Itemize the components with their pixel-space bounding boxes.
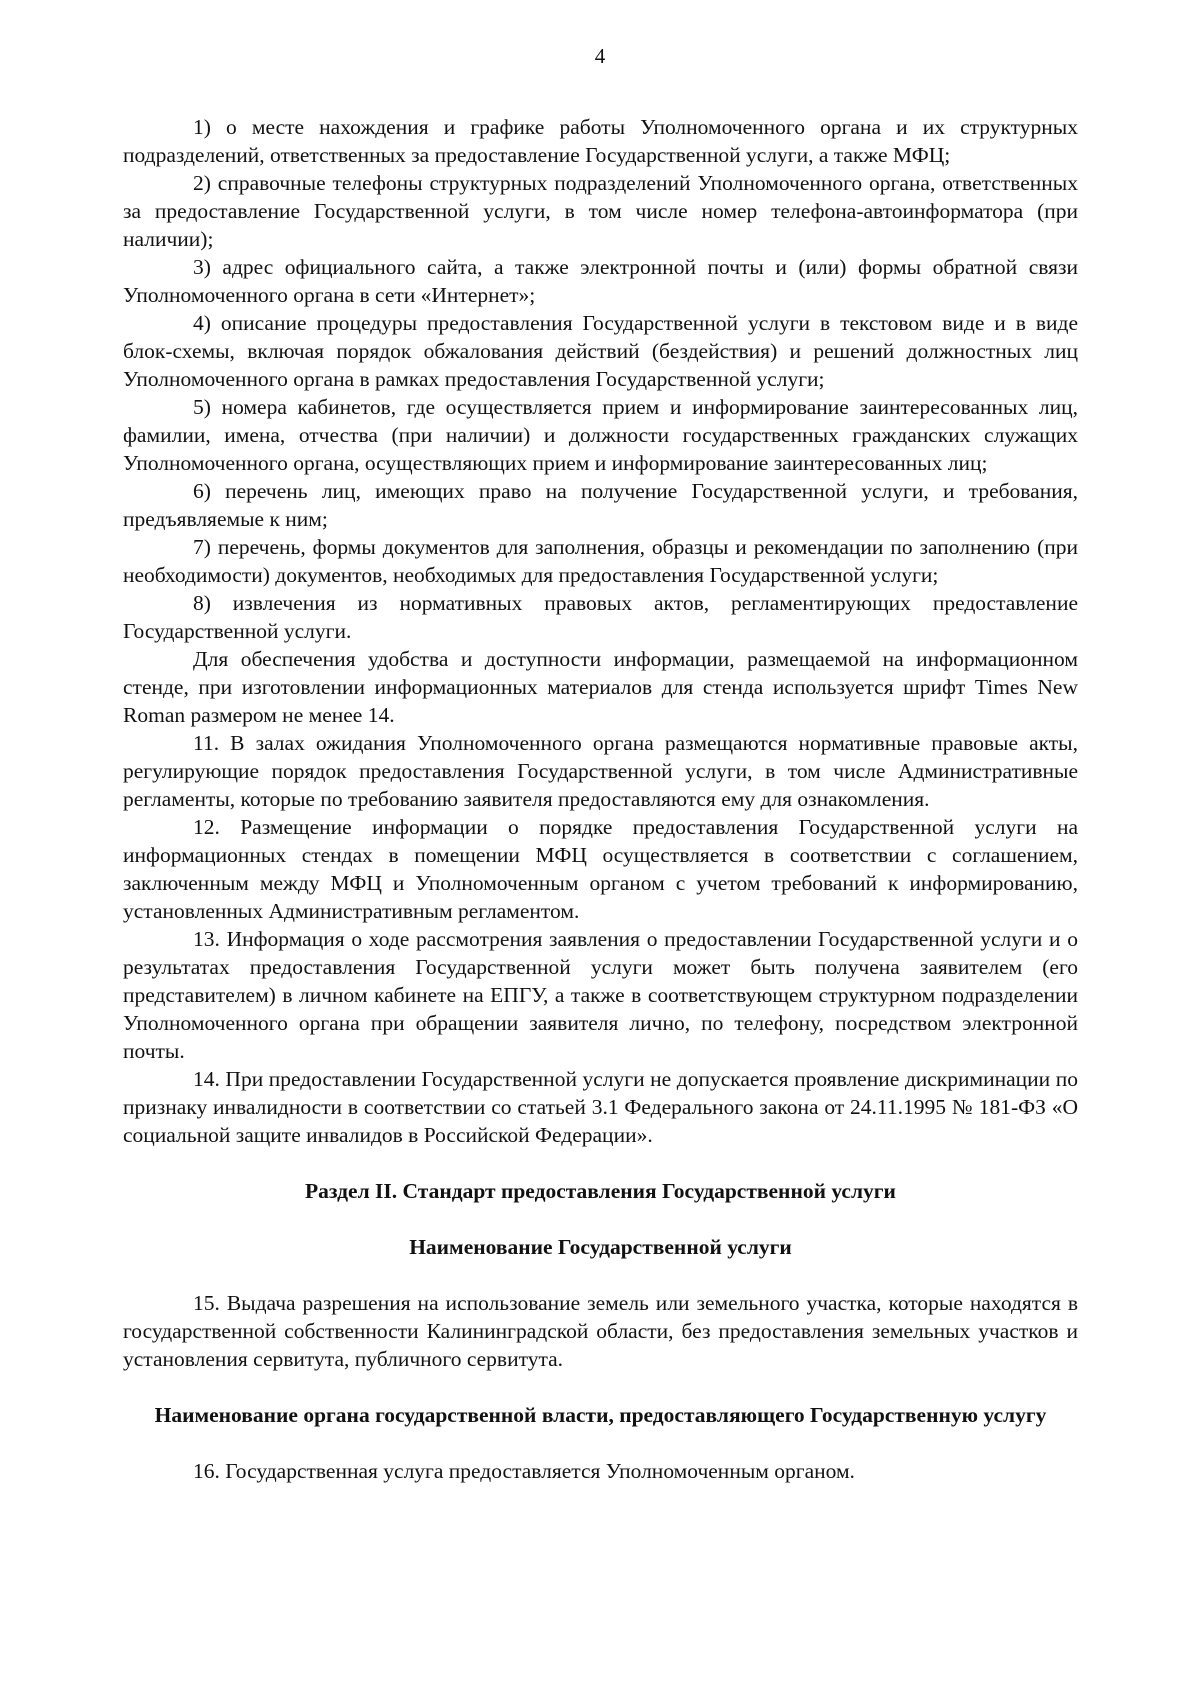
list-item: 6) перечень лиц, имеющих право на получение Государственной услуги, и требования, предъявляемые к ним; bbox=[123, 479, 1078, 531]
list-item: 1) о месте нахождения и графике работы Уполномоченного органа и их структурных подразделений, ответственных за предоставление Государственной услуги, а также МФЦ; bbox=[123, 115, 1078, 167]
paragraph-16: 16. Государственная услуга предоставляется Уполномоченным органом. bbox=[193, 1459, 855, 1483]
list-item: 3) адрес официального сайта, а также электронной почты и (или) формы обратной связи Уполномоченного органа в сети «Интернет»; bbox=[123, 255, 1078, 307]
paragraph-font-requirement: Для обеспечения удобства и доступности информации, размещаемой на информационном стенде, при изготовлении информационных материалов для стенда используется шрифт Times New Roman размером не менее 14. bbox=[123, 647, 1078, 727]
paragraph-14: 14. При предоставлении Государственной услуги не допускается проявление дискриминации по признаку инвалидности в соответствии со статьей 3.1 Федерального закона от 24.11.1995 № 181-ФЗ «О социальной защите инвалидов в Российской Федерации». bbox=[123, 1067, 1078, 1147]
list-item: 2) справочные телефоны структурных подразделений Уполномоченного органа, ответственных за предоставление Государственной услуги, в том числе номер телефона-автоинформатора (при наличии); bbox=[123, 171, 1078, 251]
document-body bbox=[123, 113, 1078, 1485]
list-item: 4) описание процедуры предоставления Государственной услуги в текстовом виде и в виде блок-схемы, включая порядок обжалования действий (бездействия) и решений должностных лиц Уполномоченного органа в рамках предоставления Государственной услуги; bbox=[123, 311, 1078, 391]
paragraph-11: 11. В залах ожидания Уполномоченного органа размещаются нормативные правовые акты, регулирующие порядок предоставления Государственной услуги, в том числе Административные регламенты, которые по требованию заявителя предоставляются ему для ознакомления. bbox=[123, 731, 1078, 811]
page-number: 4 bbox=[594, 44, 606, 68]
paragraph-13: 13. Информация о ходе рассмотрения заявления о предоставлении Государственной услуги и о результатах предоставления Государственной услуги может быть получена заявителем (его представителем) в личном кабинете на ЕПГУ, а также в соответствующем структурном подразделении Уполномоченного органа при обращении заявителя лично, по телефону, посредством электронной почты. bbox=[123, 927, 1078, 1063]
list-item: 5) номера кабинетов, где осуществляется прием и информирование заинтересованных лиц, фамилии, имена, отчества (при наличии) и должности государственных гражданских служащих Уполномоченного органа, осуществляющих прием и информирование заинтересованных лиц; bbox=[123, 395, 1078, 475]
list-item: 7) перечень, формы документов для заполнения, образцы и рекомендации по заполнению (при необходимости) документов, необходимых для предоставления Государственной услуги; bbox=[123, 535, 1078, 587]
authority-heading: Наименование органа государственной власти, предоставляющего Государственную услугу bbox=[154, 1403, 1047, 1427]
list-item: 8) извлечения из нормативных правовых актов, регламентирующих предоставление Государственной услуги. bbox=[123, 591, 1078, 643]
section-heading: Раздел II. Стандарт предоставления Государственной услуги bbox=[305, 1179, 896, 1203]
service-name-heading: Наименование Государственной услуги bbox=[409, 1235, 792, 1259]
paragraph-12: 12. Размещение информации о порядке предоставления Государственной услуги на информационных стендах в помещении МФЦ осуществляется в соответствии с соглашением, заключенным между МФЦ и Уполномоченным органом с учетом требований к информированию, установленных Административным регламентом. bbox=[123, 815, 1078, 923]
paragraph-15: 15. Выдача разрешения на использование земель или земельного участка, которые находятся в государственной собственности Калининградской области, без предоставления земельных участков и установления сервитута, публичного сервитута. bbox=[123, 1291, 1078, 1371]
